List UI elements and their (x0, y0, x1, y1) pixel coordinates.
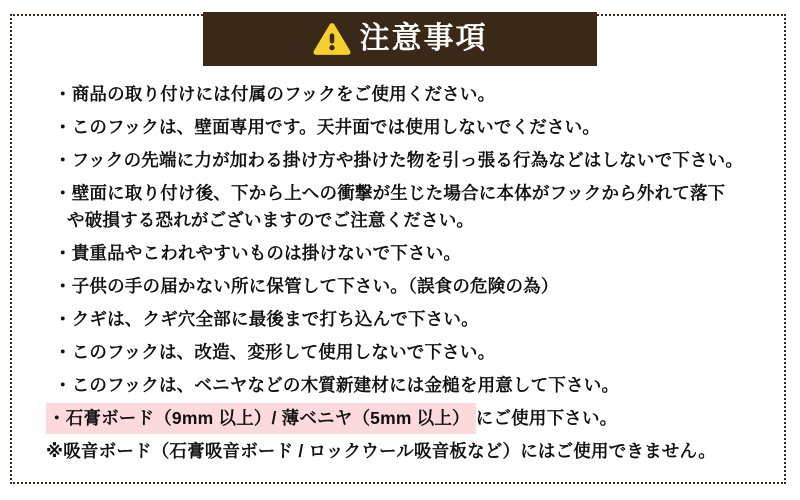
warning-triangle-icon (313, 22, 351, 56)
list-item (54, 84, 766, 105)
note-text: 壁面に取り付け後、下から上への衝撃が生じた場合に本体がフックから外れて落下 (71, 183, 726, 203)
list-item (54, 117, 766, 138)
note-text: 石膏ボード（9mm 以上）/ 薄ベニヤ（5mm 以上） (65, 408, 470, 428)
note-text: フックの先端に力が加わる掛け方や掛けた物を引っ張る行為などはしないで下さい。 (71, 150, 744, 170)
list-item (54, 309, 766, 330)
note-text: 商品の取り付けには付属のフックをご使用ください。 (71, 84, 496, 104)
note-text: 吸音ボード（石膏吸音ボード / ロックウール吸音板など）にはご使用できません。 (63, 441, 716, 461)
bullet: ・ (54, 243, 72, 263)
bullet: ・ (54, 276, 72, 296)
list-item (54, 183, 766, 204)
notes-list (46, 84, 766, 474)
note-text: クギは、クギ穴全部に最後まで打ち込んで下さい。 (71, 309, 479, 329)
bullet: ・ (54, 375, 72, 395)
bullet: ・ (54, 342, 72, 362)
note-text: このフックは、改造、変形して使用しないで下さい。 (71, 342, 496, 362)
bullet: ※ (46, 441, 64, 461)
note-text: にご使用下さい。 (475, 408, 618, 428)
bullet: ・ (54, 117, 72, 137)
bullet: ・ (54, 183, 72, 203)
note-text: 子供の手の届かない所に保管して下さい。（誤食の危険の為） (71, 276, 559, 296)
bullet: ・ (54, 150, 72, 170)
list-item-continuation (54, 210, 766, 231)
list-item-note (46, 441, 766, 462)
page-title: 注意事項 (359, 22, 488, 55)
note-text: や破損する恐れがございますのでご注意ください。 (67, 210, 475, 230)
note-text: このフックは、ベニヤなどの木質新建材には金槌を用意して下さい。 (71, 375, 620, 395)
list-item (54, 375, 766, 396)
bullet: ・ (54, 84, 72, 104)
list-item-highlighted (48, 408, 766, 429)
list-item (54, 243, 766, 264)
caution-header (203, 12, 597, 66)
list-item (54, 150, 766, 171)
list-item (54, 342, 766, 363)
list-item (54, 276, 766, 297)
note-text: このフックは、壁面専用です。天井面では使用しないでください。 (71, 117, 601, 137)
bullet: ・ (48, 408, 66, 428)
highlighted-text (46, 403, 476, 434)
bullet: ・ (54, 309, 72, 329)
note-text: 貴重品やこわれやすいものは掛けないで下さい。 (71, 243, 462, 263)
